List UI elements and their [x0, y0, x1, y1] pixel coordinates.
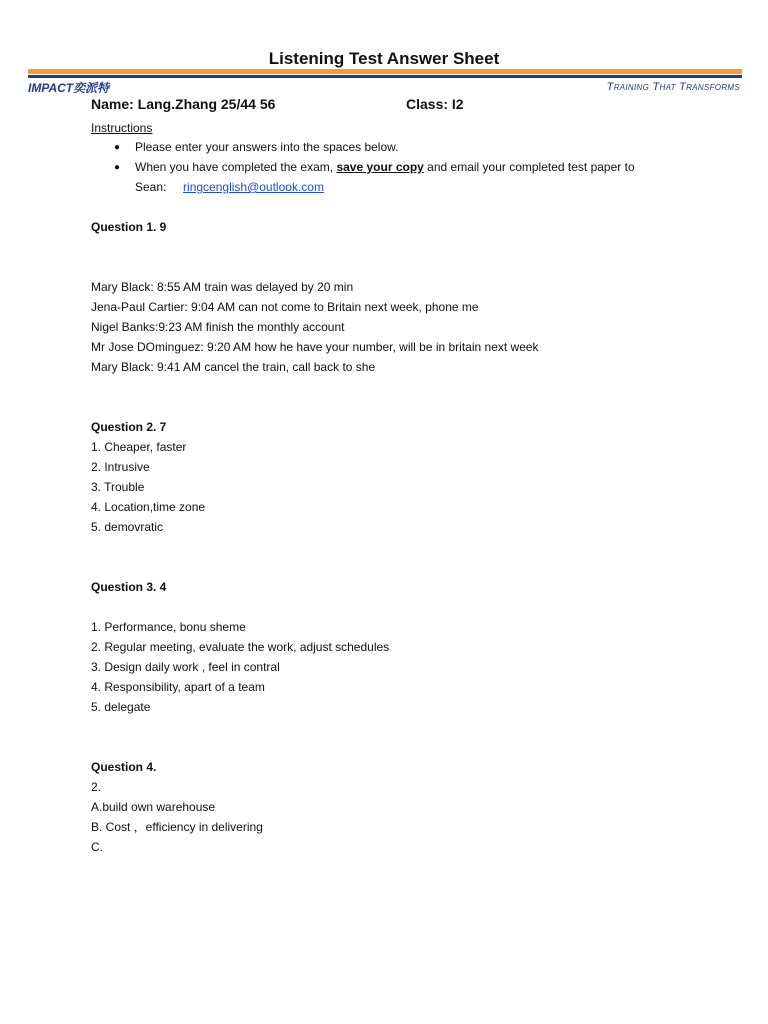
question-2-heading: Question 2. 7 [91, 420, 167, 434]
q4-answer: C. [91, 840, 103, 854]
question-4-heading: Question 4. [91, 760, 157, 774]
page-title: Listening Test Answer Sheet [268, 49, 500, 68]
header-bar-orange [28, 69, 742, 74]
instruction-2-pre: When you have completed the exam, [135, 160, 337, 174]
q2-answer: 2. Intrusive [91, 460, 150, 474]
instructions-heading: Instructions [91, 121, 153, 135]
q3-answer: 1. Performance, bonu sheme [91, 620, 246, 634]
instruction-2-post: and email your completed test paper to [423, 160, 635, 174]
q2-answer: 4. Location,time zone [91, 500, 206, 514]
tagline: Training That Transforms [606, 81, 740, 93]
q1-answer: Mary Black: 9:41 AM cancel the train, call back to she [91, 360, 376, 374]
q3-answer: 4. Responsibility, apart of a team [91, 680, 265, 694]
q2-answer: 5. demovratic [91, 520, 164, 534]
q3-answer: 2. Regular meeting, evaluate the work, adjust schedules [91, 640, 390, 654]
q1-answer: Mary Black: 8:55 AM train was delayed by 20 min [91, 280, 354, 294]
instruction-2-bold: save your copy [336, 160, 424, 174]
sean-label: Sean: [135, 180, 167, 194]
student-name: Name: Lang.Zhang 25/44 56 [91, 96, 276, 112]
q1-answer: Nigel Banks:9:23 AM finish the monthly account [91, 320, 345, 334]
question-3-heading: Question 3. 4 [91, 580, 167, 594]
header-bar-blue [28, 75, 742, 78]
instruction-1: Please enter your answers into the spaces below. [135, 140, 399, 154]
q4-answer: B. Cost ，efficiency in delivering [91, 820, 263, 834]
company-logo: IMPACT奕派特 [28, 81, 110, 95]
instruction-2 [135, 160, 635, 174]
bullet-icon: ● [114, 142, 121, 153]
q4-answer: 2. [91, 780, 102, 794]
q3-answer: 3. Design daily work , feel in contral [91, 660, 280, 674]
q2-answer: 1. Cheaper, faster [91, 440, 187, 454]
q1-answer: Mr Jose DOminguez: 9:20 AM how he have your number, will be in britain next week [91, 340, 539, 354]
question-1-heading: Question 1. 9 [91, 220, 167, 234]
q3-answer: 5. delegate [91, 700, 151, 714]
student-class: Class: I2 [406, 96, 464, 112]
q4-answer: A.build own warehouse [91, 800, 216, 814]
bullet-icon: ● [114, 162, 121, 173]
q2-answer: 3. Trouble [91, 480, 145, 494]
q1-answer: Jena-Paul Cartier: 9:04 AM can not come to Britain next week, phone me [91, 300, 479, 314]
instruction-2-cont [135, 180, 324, 194]
email-link[interactable]: ringcenglish@outlook.com [183, 180, 324, 194]
